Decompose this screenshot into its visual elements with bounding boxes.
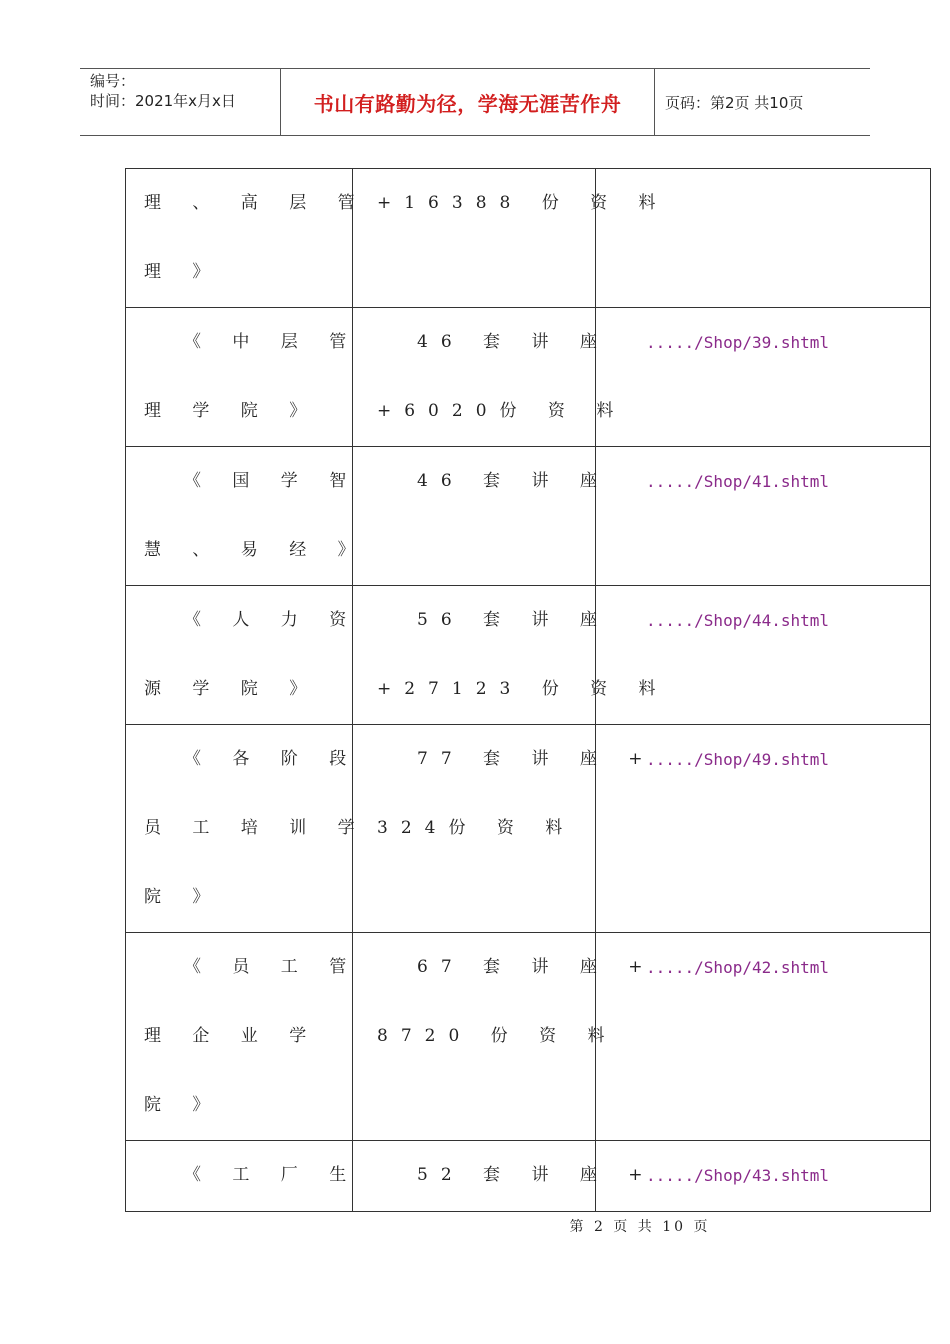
- shop-link[interactable]: ...../Shop/43.shtml: [646, 1166, 830, 1185]
- course-name-cell: [126, 586, 360, 725]
- course-name-cell: [126, 933, 360, 1141]
- shop-link[interactable]: ...../Shop/44.shtml: [646, 611, 830, 630]
- course-name-line: 《 中 层 管: [184, 332, 360, 352]
- table-row: [126, 447, 931, 586]
- course-link-cell: [596, 308, 931, 447]
- header-page-info: 页码：第2页 共10页: [665, 93, 804, 112]
- course-name-line: 理 、 高 层 管: [144, 193, 368, 213]
- course-desc-line: 67 套 讲 座 +: [417, 957, 656, 977]
- course-name-line: 院 》: [144, 1095, 223, 1115]
- course-desc-cell: [353, 169, 669, 308]
- course-desc-line: 324份 资 料: [377, 818, 576, 838]
- course-link-cell: [596, 1141, 931, 1212]
- shop-link[interactable]: ...../Shop/49.shtml: [646, 750, 830, 769]
- motto-text: 书山有路勤为径，学海无涯苦作舟: [313, 91, 622, 116]
- course-desc-cell: [353, 725, 656, 933]
- course-desc-line: 52 套 讲 座 +: [417, 1165, 656, 1185]
- course-desc-line: +16388 份 资 料: [377, 193, 669, 213]
- time-label: 时间：2021年x月x日: [90, 92, 236, 110]
- serial-label: 编号：: [90, 72, 136, 90]
- page-header: [80, 68, 870, 136]
- course-name-cell: [126, 447, 368, 586]
- course-desc-cell: [353, 586, 669, 725]
- table-row: [126, 725, 931, 933]
- course-link-cell: [596, 933, 931, 1141]
- course-name-line: 院 》: [144, 887, 223, 907]
- page-footer: 第 2 页 共 10 页: [569, 1219, 711, 1235]
- course-name-cell: [126, 169, 368, 308]
- shop-link[interactable]: ...../Shop/39.shtml: [646, 333, 830, 352]
- course-name-line: 《 工 厂 生: [184, 1165, 360, 1185]
- course-desc-line: +27123 份 资 料: [377, 679, 669, 699]
- course-desc-cell: [353, 1141, 656, 1212]
- course-name-line: 源 学 院 》: [144, 679, 320, 699]
- course-name-line: 员 工 培 训 学: [144, 818, 368, 838]
- course-name-line: 理 企 业 学: [144, 1026, 320, 1046]
- course-name-line: 《 员 工 管: [184, 957, 360, 977]
- course-desc-line: +6020份 资 料: [377, 401, 627, 421]
- course-name-line: 《 各 阶 段: [184, 749, 360, 769]
- table-row: [126, 586, 931, 725]
- course-desc-cell: [353, 933, 656, 1141]
- course-name-cell: [126, 725, 368, 933]
- header-meta: [80, 69, 281, 135]
- table-row: [126, 1141, 931, 1212]
- header-motto: [281, 69, 655, 135]
- course-link-cell: [596, 447, 931, 586]
- shop-link[interactable]: ...../Shop/41.shtml: [646, 472, 830, 491]
- course-table: [125, 168, 931, 1212]
- course-name-cell: [126, 308, 360, 447]
- table-row: [126, 933, 931, 1141]
- course-link-cell: [596, 725, 931, 933]
- course-link-cell: [596, 586, 931, 725]
- course-name-line: 《 国 学 智: [184, 471, 360, 491]
- course-desc-cell: [353, 447, 610, 586]
- course-desc-line: 8720 份 资 料: [377, 1026, 618, 1046]
- course-desc-line: 56 套 讲 座: [417, 610, 610, 630]
- course-name-line: 慧 、 易 经 》: [144, 540, 368, 560]
- shop-link[interactable]: ...../Shop/42.shtml: [646, 958, 830, 977]
- course-desc-line: 77 套 讲 座 +: [417, 749, 656, 769]
- course-desc-cell: [353, 308, 627, 447]
- course-desc-line: 46 套 讲 座: [417, 471, 610, 491]
- course-name-cell: [126, 1141, 360, 1212]
- course-name-line: 理 》: [144, 262, 223, 282]
- table-row: [126, 169, 931, 308]
- table-row: [126, 308, 931, 447]
- course-name-line: 《 人 力 资: [184, 610, 360, 630]
- course-name-line: 理 学 院 》: [144, 401, 320, 421]
- course-desc-line: 46 套 讲 座: [417, 332, 610, 352]
- course-link-cell: [596, 169, 931, 308]
